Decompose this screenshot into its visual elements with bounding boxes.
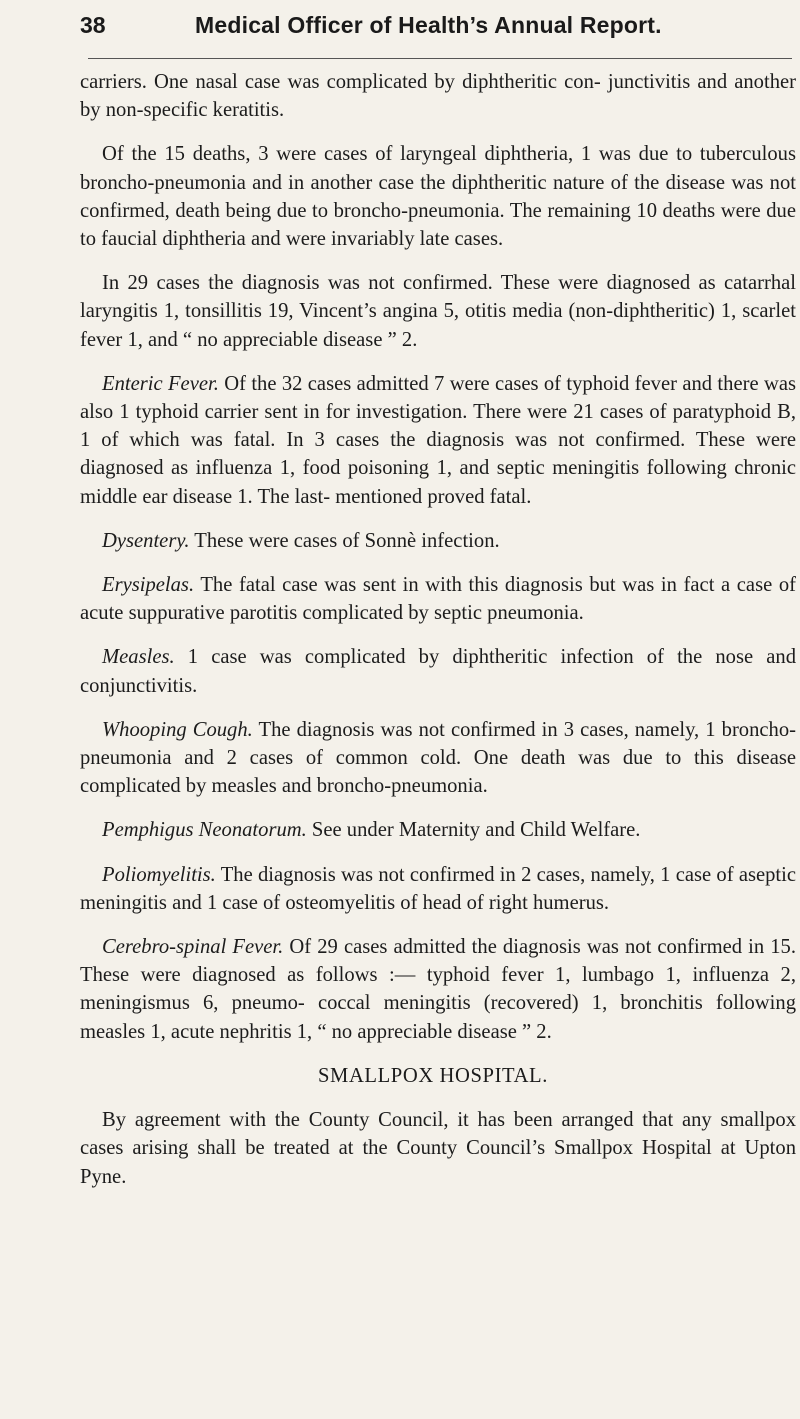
paragraph-text: See under Maternity and Child Welfare.: [306, 819, 641, 842]
paragraph-text: By agreement with the County Council, it has been arranged that any smallpox cases arising shall be treated at the County Council’s Smallpox Hospital at Upton Pyne.: [80, 1109, 796, 1188]
paragraph-text: Of 29 cases admitted the diagnosis was not confirmed in 15. These were diagnosed as follows :— typhoid fever 1, lumbago 1, influenza 2, meningismus 6, pneumo- coccal meningitis (recovered) 1, bronchitis following measles 1, acute nephritis 1, “ no appreciable disease ” 2.: [80, 936, 796, 1043]
paragraph-text: In 29 cases the diagnosis was not confirmed. These were diagnosed as catarrhal laryngitis 1, tonsillitis 19, Vincent’s angina 5, otitis media (non-diphtheritic) 1, scarlet fever 1, and “ no appreciable disease ” 2.: [80, 272, 796, 351]
paragraph-pemphigus: [80, 816, 796, 844]
body-text: [80, 68, 796, 1207]
paragraph-lead: Dysentery.: [102, 529, 190, 552]
paragraph-text: The diagnosis was not confirmed in 3 cases, namely, 1 broncho-pneumonia and 2 cases of common cold. One death was due to this disease complicated by measles and broncho-pneumonia.: [80, 718, 796, 798]
paragraph-text: The diagnosis was not confirmed in 2 cases, namely, 1 case of aseptic meningitis and 1 case of osteomyelitis of head of right humerus.: [80, 863, 796, 914]
paragraph-not-confirmed: [80, 269, 796, 354]
header-rule: [88, 58, 792, 59]
page-header: [80, 8, 792, 44]
paragraph-enteric-fever: [80, 370, 796, 511]
paragraph-lead: Measles.: [102, 646, 175, 669]
paragraph-erysipelas: [80, 571, 796, 627]
paragraph-lead: Poliomyelitis.: [102, 863, 216, 886]
paragraph-lead: Pemphigus Neonatorum.: [102, 819, 307, 842]
paragraph-text: The fatal case was sent in with this diagnosis but was in fact a case of acute suppurative parotitis complicated by septic pneumonia.: [80, 574, 796, 625]
paragraph-lead: Enteric Fever.: [102, 372, 219, 395]
paragraph-deaths: [80, 140, 796, 253]
paragraph-lead: Whooping Cough.: [102, 718, 253, 741]
paragraph-carriers: [80, 68, 796, 124]
running-title: Medical Officer of Health’s Annual Report.: [195, 12, 662, 38]
paragraph-lead: Erysipelas.: [102, 574, 195, 597]
paragraph-measles: [80, 643, 796, 699]
paragraph-poliomyelitis: [80, 861, 796, 917]
paragraph-whooping-cough: [80, 716, 796, 801]
section-heading: SMALLPOX HOSPITAL.: [318, 1064, 548, 1087]
paragraph-text: These were cases of Sonnè infection.: [189, 529, 500, 552]
paragraph-text: Of the 15 deaths, 3 were cases of laryngeal diphtheria, 1 was due to tuberculous broncho-pneumonia and in another case the diphtheritic nature of the disease was not confirmed, death being due to broncho-pneumonia. The remaining 10 deaths were due to faucial diphtheria and were invariably late cases.: [80, 143, 796, 251]
paragraph-text: carriers. One nasal case was complicated by diphtheritic con- junctivitis and another by non-specific keratitis.: [80, 71, 796, 122]
paragraph-dysentery: [80, 527, 796, 555]
paragraph-text: Of the 32 cases admitted 7 were cases of typhoid fever and there was also 1 typhoid carrier sent in for investigation. There were 21 cases of paratyphoid B, 1 of which was fatal. In 3 cases the diagnosis was not confirmed. These were diagnosed as influenza 1, food poisoning 1, and septic meningitis following chronic middle ear disease 1. The last- mentioned proved fatal.: [80, 372, 796, 508]
paragraph-smallpox-hospital: [80, 1106, 796, 1191]
page-number: 38: [80, 12, 106, 38]
paragraph-cerebro-spinal-fever: [80, 933, 796, 1046]
paragraph-lead: Cerebro-spinal Fever.: [102, 936, 284, 959]
paragraph-text: 1 case was complicated by diphtheritic infection of the nose and conjunctivitis.: [80, 646, 796, 697]
